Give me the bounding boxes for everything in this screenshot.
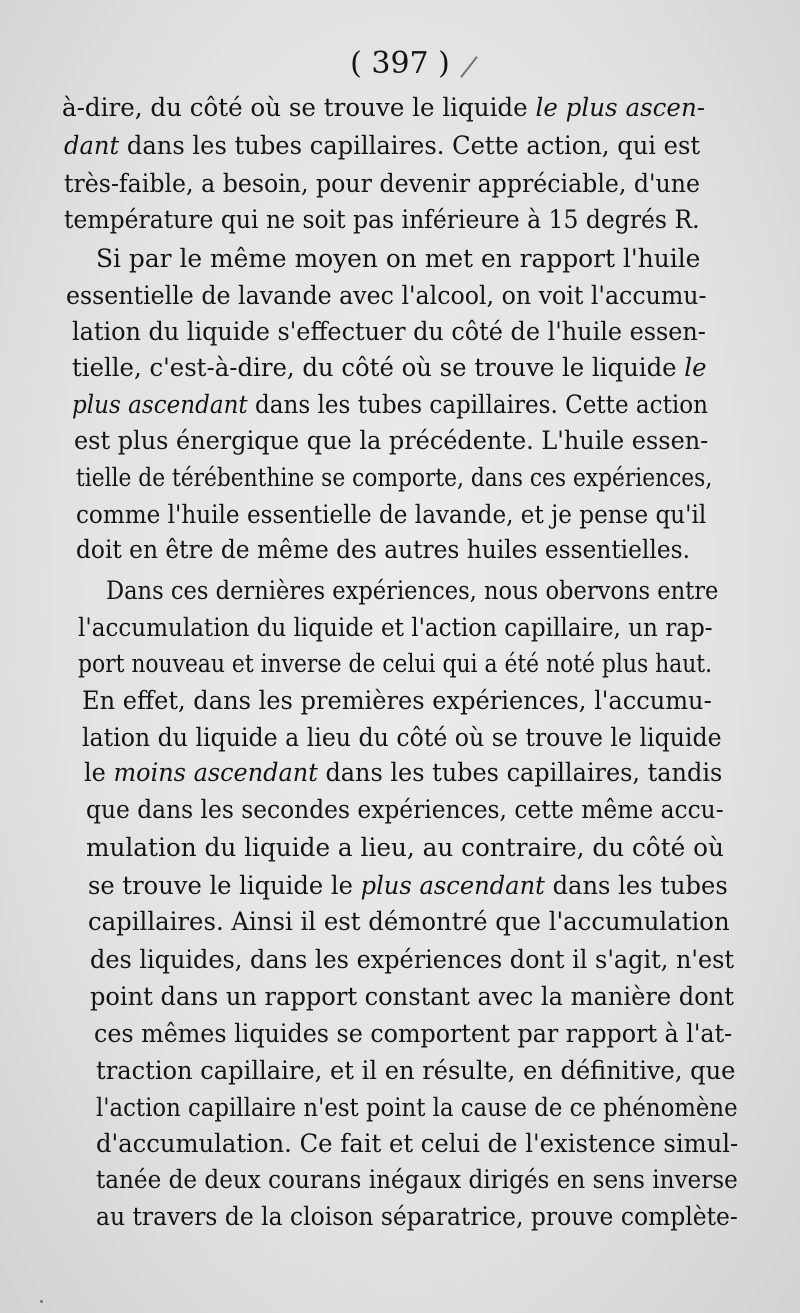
text-line: [96, 1199, 738, 1235]
text-line: [76, 460, 712, 496]
italic-text: le plus ascen-: [535, 93, 706, 122]
text-line: [66, 278, 707, 314]
text-line: [96, 241, 700, 277]
text-segment: des liquides, dans les expériences dont il s'agit, n'est: [90, 945, 735, 974]
page-number: ( 397 ): [350, 46, 450, 81]
text-line: [72, 387, 708, 423]
text-segment: traction capillaire, et il en résulte, en définitive, que: [96, 1056, 736, 1085]
text-segment: d'accumulation. Ce fait et celui de l'existence simul-: [96, 1129, 739, 1158]
italic-text: dant: [64, 131, 120, 160]
text-segment: tanée de deux courans inégaux dirigés en sens inverse: [96, 1165, 738, 1194]
italic-text: moins ascendant: [113, 758, 318, 787]
text-line: [64, 202, 700, 238]
text-line: [86, 792, 724, 828]
text-segment: Dans ces dernières expériences, nous obervons entre: [106, 576, 719, 605]
text-segment: lation du liquide s'effectuer du côté de l'huile essen-: [72, 317, 706, 346]
text-segment: est plus énergique que la précédente. L'huile essen-: [74, 426, 709, 455]
text-line: [76, 532, 690, 568]
text-segment: tielle, c'est-à-dire, du côté où se trouve le liquide: [72, 353, 685, 382]
text-line: [72, 314, 706, 350]
text-segment: l'action capillaire n'est point la cause de ce phénomène: [96, 1093, 738, 1122]
text-segment: que dans les secondes expériences, cette même accu-: [86, 795, 724, 824]
text-segment: le: [84, 758, 114, 787]
text-segment: mulation du liquide a lieu, au contraire, du côté où: [86, 833, 724, 862]
text-line: [88, 868, 728, 904]
text-line: [90, 979, 734, 1015]
text-segment: Si par le même moyen on met en rapport l'huile: [96, 244, 701, 273]
text-segment: point dans un rapport constant avec la manière dont: [90, 982, 734, 1011]
text-line: [90, 942, 734, 978]
text-segment: dans les tubes capillaires. Cette action, qui est: [119, 131, 701, 160]
text-segment: température qui ne soit pas inférieure à 15 degrés R.: [64, 205, 700, 234]
text-line: [82, 720, 722, 756]
text-line: [94, 1016, 732, 1052]
text-line: [96, 1090, 738, 1126]
text-segment: dans les tubes capillaires. Cette action: [247, 390, 708, 419]
text-line: [96, 1162, 738, 1198]
text-line: [74, 423, 708, 459]
text-segment: dans les tubes capillaires, tandis: [317, 758, 723, 787]
italic-text: plus ascendant: [360, 871, 545, 900]
text-segment: ces mêmes liquides se comportent par rapport à l'at-: [94, 1019, 733, 1048]
text-segment: tielle de térébenthine se comporte, dans ces expériences,: [76, 463, 713, 492]
text-line: [82, 683, 712, 719]
text-line: [88, 904, 730, 940]
text-line: [62, 90, 705, 126]
text-segment: se trouve le liquide le: [88, 871, 361, 900]
text-segment: à-dire, du côté où se trouve le liquide: [62, 93, 536, 122]
text-segment: dans les tubes: [544, 871, 728, 900]
text-line: [64, 166, 700, 202]
text-segment: port nouveau et inverse de celui qui a été noté plus haut.: [78, 649, 713, 678]
text-line: [64, 128, 700, 164]
paper-speck: [40, 1300, 43, 1303]
text-line: [72, 350, 707, 386]
text-line: [78, 610, 713, 646]
text-line: [96, 1053, 735, 1089]
text-line: [86, 830, 724, 866]
text-line: [96, 1126, 738, 1162]
text-line: [106, 573, 718, 609]
text-segment: au travers de la cloison séparatrice, prouve complète-: [96, 1202, 738, 1231]
text-segment: doit en être de même des autres huiles essentielles.: [76, 535, 690, 564]
text-line: [76, 497, 706, 533]
text-segment: lation du liquide a lieu du côté où se trouve le liquide: [82, 723, 722, 752]
text-segment: capillaires. Ainsi il est démontré que l'accumulation: [88, 907, 730, 936]
text-segment: essentielle de lavande avec l'alcool, on voit l'accumu-: [66, 281, 707, 310]
text-segment: très-faible, a besoin, pour devenir appréciable, d'une: [64, 169, 701, 198]
text-segment: En effet, dans les premières expériences, l'accumu-: [82, 686, 712, 715]
italic-text: le: [684, 353, 707, 382]
italic-text: plus ascendant: [72, 390, 248, 419]
text-segment: comme l'huile essentielle de lavande, et je pense qu'il: [76, 500, 707, 529]
text-line: [78, 646, 712, 682]
text-segment: l'accumulation du liquide et l'action capillaire, un rap-: [78, 613, 713, 642]
text-line: [84, 755, 722, 791]
